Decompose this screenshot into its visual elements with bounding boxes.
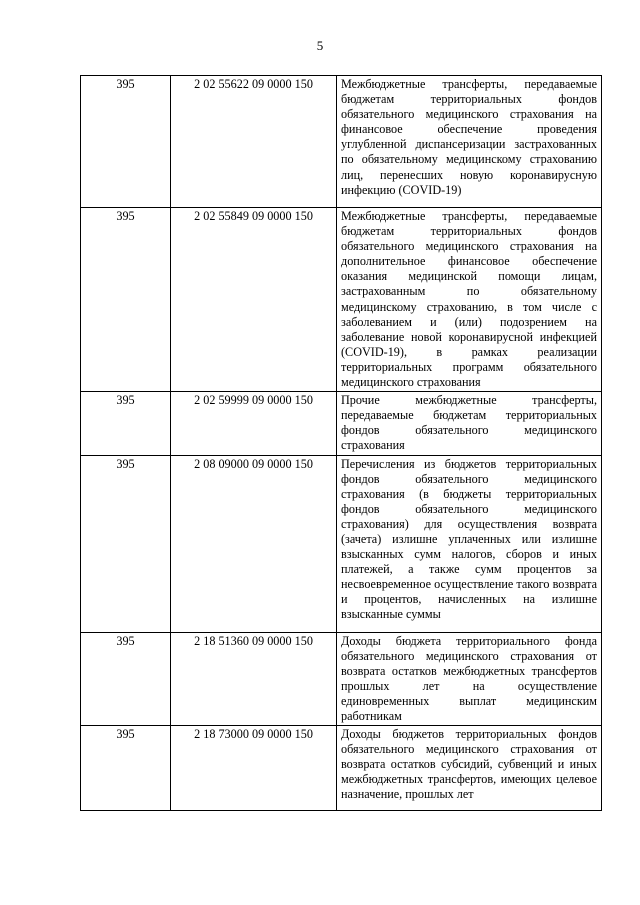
budget-code-cell: 2 02 59999 09 0000 150 <box>171 392 337 455</box>
table-row <box>81 455 602 632</box>
revenue-name-cell: Доходы бюджета территориального фонда обязательного медицинского страхования от возврата остатков межбюджетных трансфертов прошлых лет на осуществление единовременных выплат медицинским работникам <box>337 632 602 726</box>
revenue-name-cell: Прочие межбюджетные трансферты, передаваемые бюджетам территориальных фондов обязательного медицинского страхования <box>337 392 602 455</box>
budget-classification-table <box>80 75 602 811</box>
table-row <box>81 76 602 208</box>
budget-code-cell: 2 18 73000 09 0000 150 <box>171 726 337 811</box>
budget-code-cell: 2 02 55849 09 0000 150 <box>171 208 337 392</box>
revenue-name-cell: Межбюджетные трансферты, передаваемые бюджетам территориальных фондов обязательного медицинского страхования на дополнительное финансовое обеспечение оказания медицинской помощи лицам, застрахованным по обязательному медицинскому страхованию, в том числе с заболеванием и (или) подозрением на заболевание новой коронавирусной инфекцией (COVID-19), в рамках реализации территориальных программ обязательного медицинского страхования <box>337 208 602 392</box>
table-row <box>81 208 602 392</box>
table-row <box>81 392 602 455</box>
budget-code-cell: 2 18 51360 09 0000 150 <box>171 632 337 726</box>
revenue-name-cell: Доходы бюджетов территориальных фондов обязательного медицинского страхования от возврата остатков субсидий, субвенций и иных межбюджетных трансфертов, имеющих целевое назначение, прошлых лет <box>337 726 602 811</box>
admin-code-cell: 395 <box>81 208 171 392</box>
table-row <box>81 726 602 811</box>
admin-code-cell: 395 <box>81 76 171 208</box>
revenue-name-cell: Перечисления из бюджетов территориальных фондов обязательного медицинского страхования (в бюджеты территориальных фондов обязательного медицинского страхования) для осуществления возврата (зачета) излишне уплаченных или излишне взысканных сумм налогов, сборов и иных платежей, а также сумм процентов за несвоевременное осуществление такого возврата и процентов, начисленных на излишне взысканные суммы <box>337 455 602 632</box>
table-row <box>81 632 602 726</box>
page-number: 5 <box>316 38 324 53</box>
admin-code-cell: 395 <box>81 392 171 455</box>
admin-code-cell: 395 <box>81 455 171 632</box>
admin-code-cell: 395 <box>81 632 171 726</box>
revenue-name-cell: Межбюджетные трансферты, передаваемые бюджетам территориальных фондов обязательного медицинского страхования на финансовое обеспечение проведения углубленной диспансеризации застрахованных по обязательному медицинскому страхованию лиц, перенесших новую коронавирусную инфекцию (COVID-19) <box>337 76 602 208</box>
budget-code-cell: 2 08 09000 09 0000 150 <box>171 455 337 632</box>
admin-code-cell: 395 <box>81 726 171 811</box>
budget-code-cell: 2 02 55622 09 0000 150 <box>171 76 337 208</box>
